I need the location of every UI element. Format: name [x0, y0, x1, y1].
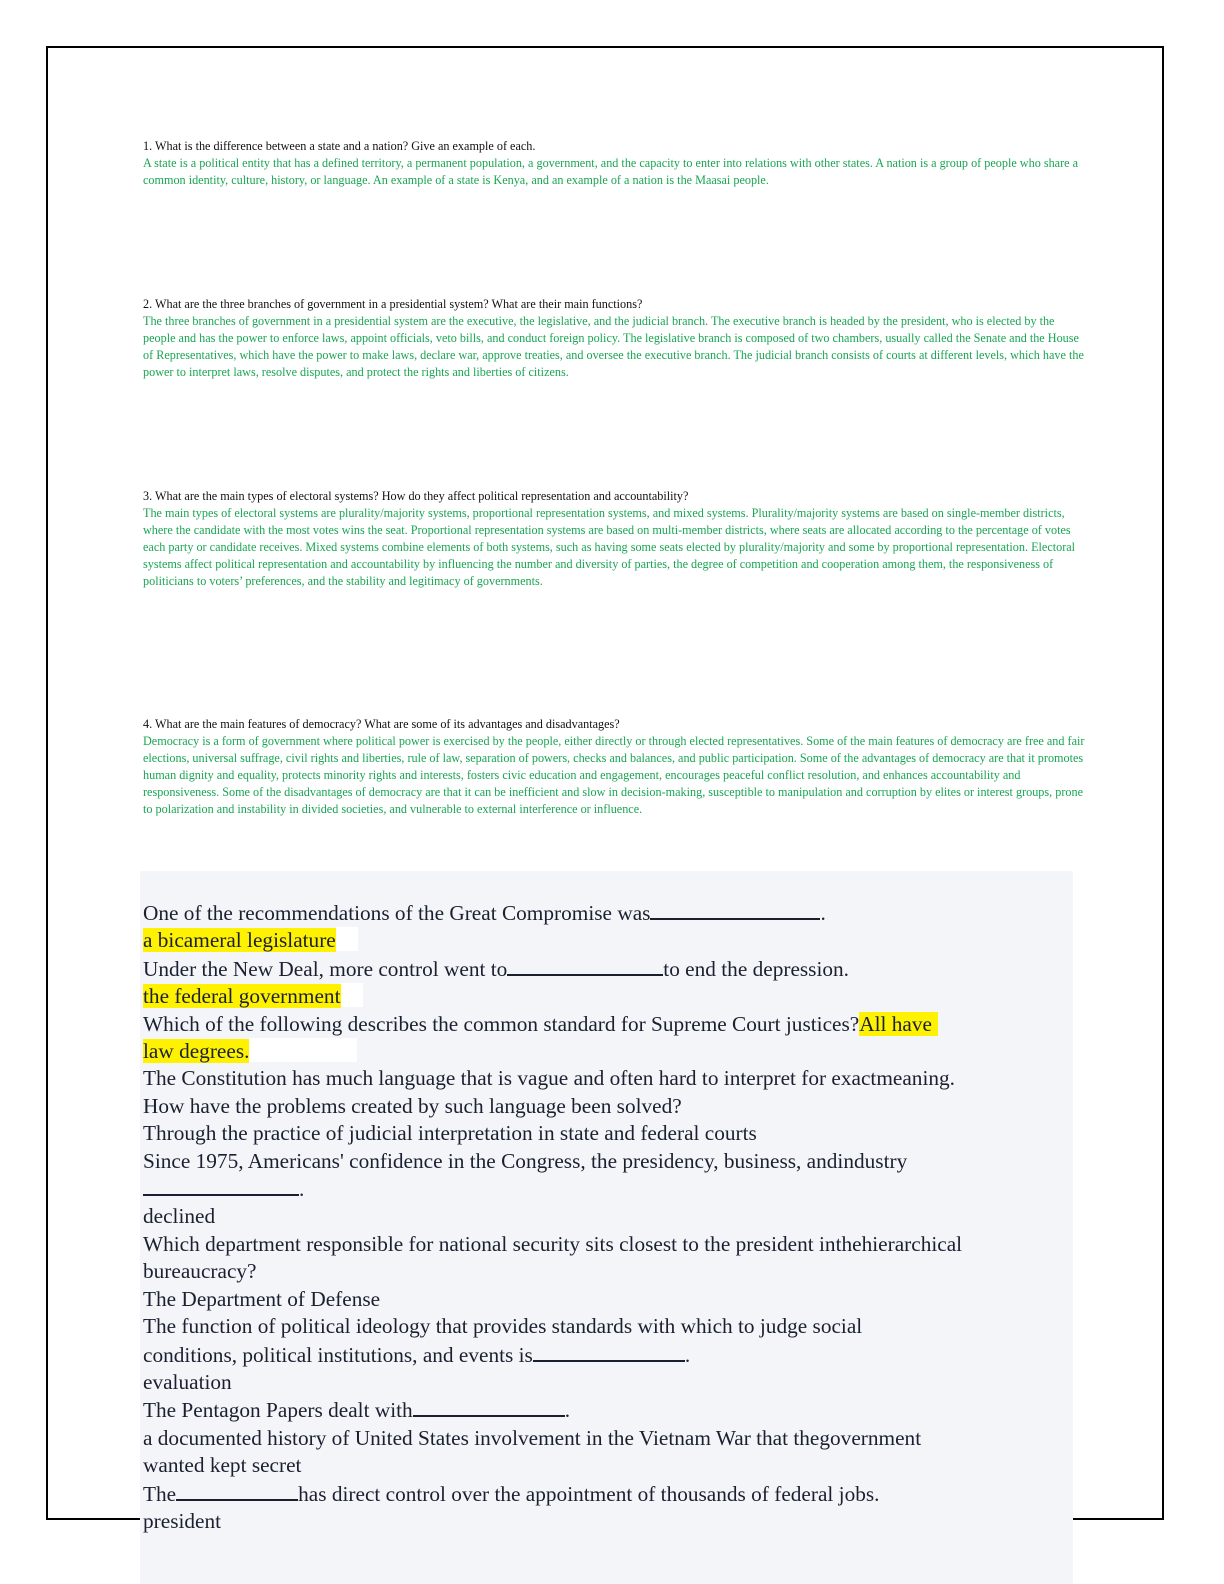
quiz-question-6-line-2: bureaucracy?	[143, 1259, 257, 1284]
punctuation: .	[299, 1177, 305, 1202]
quiz-question-4-line-2: How have the problems created by such language been solved?	[143, 1093, 682, 1118]
qa-block-2	[143, 296, 1088, 381]
quiz-question-1-text: One of the recommendations of the Great Compromise was	[143, 901, 651, 925]
quiz-question-2	[143, 955, 1073, 983]
question-1: 1. What is the difference between a state and a nation? Give an example of each.	[143, 139, 536, 153]
quiz-answer-2	[143, 983, 1073, 1010]
qa-block-3	[143, 488, 1088, 590]
quiz-question-2-text: Under the New Deal, more control went to	[143, 956, 508, 981]
answer-blank	[533, 1341, 685, 1362]
question-2: 2. What are the three branches of government in a presidential system? What are their main functions?	[143, 297, 643, 311]
quiz-question-9-end: has direct control over the appointment of thousands of federal jobs.	[298, 1481, 880, 1506]
quiz-question-8	[143, 1396, 1073, 1424]
answer-blank	[650, 899, 820, 920]
highlighted-answer-2: the federal government	[143, 984, 341, 1009]
answer-blank	[176, 1480, 298, 1501]
quiz-answer-5: declined	[143, 1204, 216, 1229]
quiz-answer-3	[143, 1038, 1073, 1065]
quiz-answer-8-line-2: wanted kept secret	[143, 1453, 302, 1478]
answer-2: The three branches of government in a presidential system are the executive, the legislative, and the judicial branch. The executive branch is headed by the president, who is elected by the people and has the power to enforce laws, appoint officials, veto bills, and conduct foreign policy. The legislative branch is composed of two chambers, usually called the Senate and the House of Representatives, which have the power to make laws, declare war, approve treaties, and oversee the executive branch. The judicial branch consists of courts at different levels, which have the power to interpret laws, resolve disputes, and protect the rights and liberties of citizens.	[143, 314, 1084, 379]
quiz-question-7-text: conditions, political institutions, and events is	[143, 1342, 533, 1367]
quiz-question-9-text: The	[143, 1481, 177, 1506]
answer-blank	[507, 955, 663, 976]
quiz-question-1	[143, 899, 1073, 927]
answer-3: The main types of electoral systems are plurality/majority systems, proportional representation systems, and mixed systems. Plurality/majority systems are based on single-member districts, where the candidate with the most votes wins the seat. Proportional representation systems are based on multi-member districts, where seats are allocated according to the percentage of votes each party or candidate receives. Mixed systems combine elements of both systems, such as having some seats elected by plurality/majority and some by proportional representation. Electoral systems affect political representation and accountability by influencing the number and diversity of parties, the degree of competition and cooperation among them, the responsiveness of politicians to voters’ preferences, and the stability and legitimacy of governments.	[143, 506, 1076, 588]
qa-block-1	[143, 138, 1088, 189]
quiz-question-7-line-1: The function of political ideology that provides standards with which to judge social	[143, 1314, 863, 1339]
highlight-pad	[336, 927, 358, 951]
highlighted-answer-3-part2: law degrees.	[143, 1039, 250, 1064]
quiz-answer-8-line-1: a documented history of United States involvement in the Vietnam War that thegovernment	[143, 1425, 922, 1450]
highlighted-answer-3-part1: All have	[859, 1012, 938, 1036]
quiz-question-5-line-1: Since 1975, Americans' confidence in the Congress, the presidency, business, andindustry	[143, 1148, 908, 1173]
quiz-answer-1	[143, 927, 1073, 954]
quiz-question-9	[143, 1480, 1073, 1508]
quiz-question-5-line-2	[143, 1175, 1073, 1203]
punctuation: .	[564, 1398, 571, 1423]
answer-blank	[143, 1175, 299, 1196]
qa-block-4	[143, 716, 1088, 818]
quiz-question-8-text: The Pentagon Papers dealt with	[143, 1398, 413, 1423]
quiz-content	[143, 899, 1073, 1535]
question-3: 3. What are the main types of electoral systems? How do they affect political representation and accountability?	[143, 489, 689, 503]
quiz-question-6-line-1: Which department responsible for national security sits closest to the president inthehierarchical	[143, 1231, 963, 1256]
quiz-answer-9: president	[143, 1508, 222, 1533]
highlight-pad	[341, 983, 363, 1007]
quiz-question-7-line-2	[143, 1341, 1073, 1369]
quiz-question-3-text: Which of the following describes the common standard for Supreme Court justices?	[143, 1011, 860, 1036]
answer-4: Democracy is a form of government where political power is exercised by the people, either directly or through elected representatives. Some of the main features of democracy are free and fair elections, universal suffrage, civil rights and liberties, rule of law, separation of powers, checks and balances, and public participation. Some of the advantages of democracy are that it promotes human dignity and equality, protects minority rights and interests, fosters civic education and engagement, encourages peaceful conflict resolution, and enhances accountability and responsiveness. Some of the disadvantages of democracy are that it can be inefficient and slow in decision-making, susceptible to manipulation and corruption by elites or interest groups, prone to polarization and instability in divided societies, and vulnerable to external interference or influence.	[143, 734, 1085, 816]
quiz-answer-4: Through the practice of judicial interpretation in state and federal courts	[143, 1121, 757, 1146]
highlight-pad	[249, 1038, 357, 1062]
quiz-question-3	[143, 1011, 1073, 1038]
quiz-question-4-line-1: The Constitution has much language that is vague and often hard to interpret for exactmeaning.	[143, 1066, 955, 1091]
question-4: 4. What are the main features of democracy? What are some of its advantages and disadvantages?	[143, 717, 620, 731]
quiz-answer-7: evaluation	[143, 1369, 232, 1394]
highlighted-answer-1: a bicameral legislature	[143, 928, 336, 953]
answer-blank	[413, 1396, 565, 1417]
quiz-question-2-end: to end the depression.	[663, 956, 850, 981]
answer-1: A state is a political entity that has a defined territory, a permanent population, a government, and the capacity to enter into relations with other states. A nation is a group of people who share a common identity, culture, history, or language. An example of a state is Kenya, and an example of a nation is the Maasai people.	[143, 156, 1079, 187]
punctuation: .	[684, 1342, 691, 1367]
quiz-answer-6: The Department of Defense	[143, 1286, 381, 1311]
punctuation: .	[820, 901, 826, 925]
